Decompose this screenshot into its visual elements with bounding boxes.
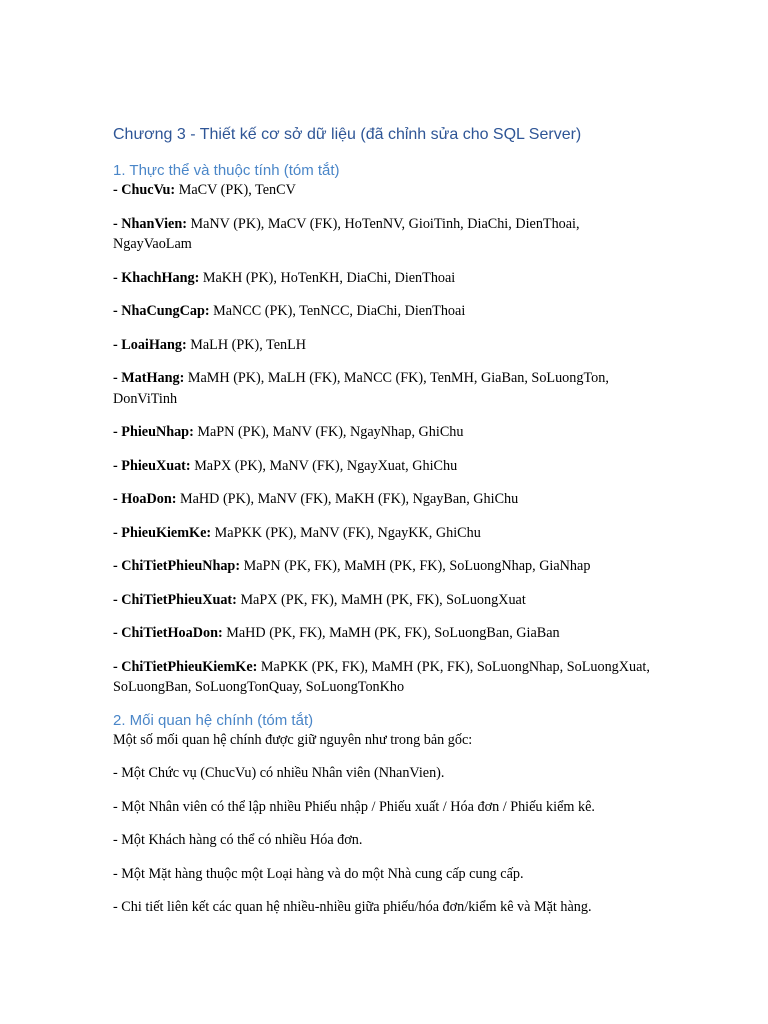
entity-name: - HoaDon: [113,491,177,507]
relationship-item: - Chi tiết liên kết các quan hệ nhiều-nhiều giữa phiếu/hóa đơn/kiểm kê và Mặt hàng. [113,899,592,915]
entity-name: - ChiTietPhieuKiemKe: [113,658,258,675]
section-2-heading: 2. Mối quan hệ chính (tóm tắt) [113,711,314,729]
entity-attributes: MaPKK (PK, FK), MaMH (PK, FK), SoLuongNhap, SoLuongXuat, SoLuongBan, SoLuongTonQuay, SoLuongTonKho [113,658,650,695]
section-2-intro: Một số mối quan hệ chính được giữ nguyên như trong bản gốc: [113,731,473,748]
relationship-item: - Một Mặt hàng thuộc một Loại hàng và do một Nhà cung cấp cung cấp. [113,865,524,882]
entity-name: - NhanVien: [113,215,187,232]
entity-line [113,556,653,577]
entity-attributes: MaHD (PK), MaNV (FK), MaKH (FK), NgayBan, GhiChu [176,491,519,507]
entity-line [113,368,653,409]
entity-line [113,422,653,443]
relationship-item: - Một Nhân viên có thể lập nhiều Phiếu nhập / Phiếu xuất / Hóa đơn / Phiếu kiểm kê. [113,798,595,815]
entity-line [113,335,653,356]
entity-line [113,623,653,644]
entity-attributes: MaPX (PK, FK), MaMH (PK, FK), SoLuongXuat [236,591,526,608]
section-1-heading: 1. Thực thể và thuộc tính (tóm tắt) [113,162,340,179]
entity-line [113,456,653,477]
entity-line [113,590,653,611]
entity-name: - ChiTietPhieuNhap: [113,558,241,574]
entity-line [113,523,653,544]
entity-line [113,489,653,510]
entity-attributes: MaCV (PK), TenCV [175,182,296,198]
entity-attributes: MaHD (PK, FK), MaMH (PK, FK), SoLuongBan, GiaBan [222,625,560,641]
entity-name: - PhieuKiemKe: [113,524,212,541]
entity-attributes: MaKH (PK), HoTenKH, DiaChi, DienThoai [199,269,456,286]
chapter-title: Chương 3 - Thiết kế cơ sở dữ liệu (đã chỉnh sửa cho SQL Server) [113,126,582,143]
entity-attributes: MaPN (PK), MaNV (FK), NgayNhap, GhiChu [193,424,464,440]
entity-name: - KhachHang: [113,269,200,286]
entity-attributes: MaPX (PK), MaNV (FK), NgayXuat, GhiChu [190,457,458,474]
entity-name: - LoaiHang: [113,336,187,353]
entity-line [113,301,653,322]
entity-line [113,214,653,255]
entity-name: - MatHang: [113,370,185,386]
entity-line [113,180,653,201]
entity-line [113,657,653,698]
entity-name: - ChucVu: [113,182,176,198]
entity-name: - PhieuXuat: [113,457,191,474]
entity-attributes: MaNCC (PK), TenNCC, DiaChi, DienThoai [209,303,466,319]
entity-name: - ChiTietHoaDon: [113,625,223,641]
entity-name: - NhaCungCap: [113,303,210,319]
entity-attributes: MaPKK (PK), MaNV (FK), NgayKK, GhiChu [211,524,481,541]
entity-attributes: MaLH (PK), TenLH [186,336,307,353]
entity-name: - PhieuNhap: [113,424,194,440]
document-content [113,125,653,931]
entity-list [113,180,653,698]
relationship-item: - Một Chức vụ (ChucVu) có nhiều Nhân viên (NhanVien). [113,765,445,781]
entity-attributes: MaPN (PK, FK), MaMH (PK, FK), SoLuongNhap, GiaNhap [240,558,591,574]
relationship-item: - Một Khách hàng có thể có nhiều Hóa đơn. [113,832,363,848]
entity-line [113,268,653,289]
entity-attributes: MaMH (PK), MaLH (FK), MaNCC (FK), TenMH, GiaBan, SoLuongTon, DonViTinh [113,370,609,407]
entity-name: - ChiTietPhieuXuat: [113,591,237,608]
entity-attributes: MaNV (PK), MaCV (FK), HoTenNV, GioiTinh, DiaChi, DienThoai, NgayVaoLam [113,215,580,252]
